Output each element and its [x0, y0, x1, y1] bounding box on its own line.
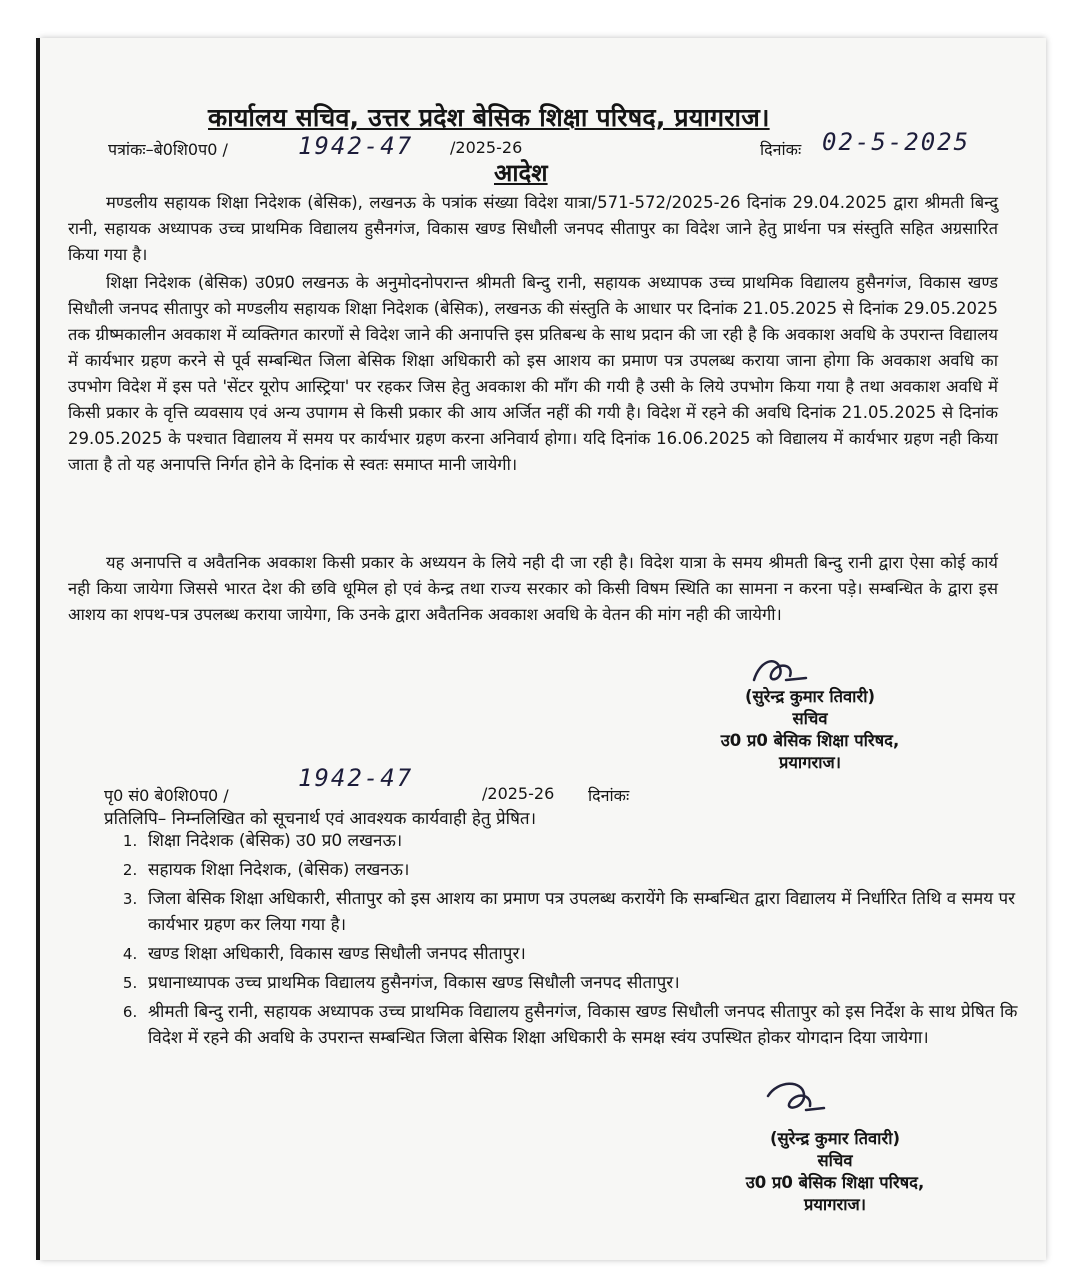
copy-to-item: 3. जिला बेसिक शिक्षा अधिकारी, सीतापुर को इस आशय का प्रमाण पत्र उपलब्ध करायेंगे कि सम्बन्धित द्वारा विद्यालय में निर्धारित तिथि व समय पर कार्यभार ग्रहण कर लिया गया है।: [142, 886, 1032, 938]
signature-mark-2: [762, 1076, 832, 1122]
copy-to-intro: प्रतिलिपि– निम्नलिखित को सूचनार्थ एवं आवश्यक कार्यवाही हेतु प्रेषित।: [104, 809, 537, 829]
letter-year: /2025-26: [450, 138, 523, 157]
handwritten-letter-number: 1942-47: [298, 132, 414, 160]
copy-to-item: 2. सहायक शिक्षा निदेशक, (बेसिक) लखनऊ।: [142, 857, 1032, 883]
order-title: आदेश: [494, 159, 548, 187]
office-heading: कार्यालय सचिव, उत्तर प्रदेश बेसिक शिक्षा परिषद, प्रयागराज।: [208, 103, 770, 132]
signatory-designation: सचिव: [792, 709, 828, 728]
date-label: दिनांकः: [760, 140, 802, 159]
signatory-block: [690, 686, 930, 774]
document-page: [40, 38, 1046, 1260]
copy-to-item: 6. श्रीमती बिन्दु रानी, सहायक अध्यापक उच्च प्राथमिक विद्यालय हुसैनगंज, विकास खण्ड सिधौली जनपद सीतापुर को इस निर्देश के साथ प्रेषित कि विदेश में रहने की अवधि के उपरान्त सम्बन्धित जिला बेसिक शिक्षा अधिकारी के समक्ष स्वंय उपस्थित होकर योगदान दिया जायेगा।: [142, 999, 1032, 1051]
signatory-city: प्रयागराज।: [778, 753, 842, 772]
copy-to-list: [104, 828, 1032, 1054]
paragraph-1: मण्डलीय सहायक शिक्षा निदेशक (बेसिक), लखनऊ के पत्रांक संख्या विदेश यात्रा/571-572/2025-26 दिनांक 29.04.2025 द्वारा श्रीमती बिन्दु रानी, सहायक अध्यापक उच्च प्राथमिक विद्यालय हुसैनगंज, विकास खण्ड सिधौली जनपद सीतापुर का विदेश जाने हेतु प्रार्थना पत्र संस्तुति सहित अग्रसारित किया गया है।: [68, 193, 998, 264]
handwritten-date: 02-5-2025: [822, 128, 971, 156]
paragraph-2: शिक्षा निदेशक (बेसिक) उ0प्र0 लखनऊ के अनुमोदनोपरान्त श्रीमती बिन्दु रानी, सहायक अध्यापक उच्च प्राथमिक विद्यालय हुसैनगंज, विकास खण्ड सिधौली जनपद सीतापुर को मण्डलीय सहायक शिक्षा निदेशक (बेसिक), लखनऊ की संस्तुति के आधार पर दिनांक 21.05.2025 से दिनांक 29.05.2025 तक ग्रीष्मकालीन अवकाश में व्यक्तिगत कारणों से विदेश जाने की अनापत्ति इस प्रतिबन्ध के साथ प्रदान की जा रही है कि अवकाश अवधि के उपरान्त विद्यालय में कार्यभार ग्रहण करने से पूर्व सम्बन्धित जिला बेसिक शिक्षा अधिकारी को इस आशय का प्रमाण पत्र उपलब्ध कराया जाना होगा कि अवकाश अवधि का उपभोग विदेश में इस पते 'सेंटर यूरोप आस्ट्रिया' पर रहकर जिस हेतु अवकाश की माँग की गयी है उसी के लिये उपभोग किया गया है तथा अवकाश अवधि में किसी प्रकार के वृत्ति व्यवसाय एवं अन्य उपागम से किसी प्रकार की आय अर्जित नहीं की गयी है। विदेश में रहने की अवधि दिनांक 21.05.2025 से दिनांक 29.05.2025 के पश्चात विद्यालय में समय पर कार्यभार ग्रहण करना अनिवार्य होगा। यदि दिनांक 16.06.2025 को विद्यालय में कार्यभार ग्रहण नही किया जाता है तो यह अनापत्ति निर्गत होने के दिनांक से स्वतः समाप्त मानी जायेगी।: [68, 273, 998, 474]
signatory-office: उ0 प्र0 बेसिक शिक्षा परिषद,: [745, 1173, 925, 1192]
letter-number-prefix: पत्रांकः–बे0शि0प0 /: [108, 140, 228, 159]
signatory-name: (सुरेन्द्र कुमार तिवारी): [744, 687, 876, 706]
signatory-designation: सचिव: [817, 1151, 853, 1170]
signatory-office: उ0 प्र0 बेसिक शिक्षा परिषद,: [720, 731, 900, 750]
signatory-city: प्रयागराज।: [803, 1195, 867, 1214]
copy-to-item: 1. शिक्षा निदेशक (बेसिक) उ0 प्र0 लखनऊ।: [142, 828, 1032, 854]
endorsement-date-label: दिनांकः: [588, 786, 630, 805]
paragraph-3: यह अनापत्ति व अवैतनिक अवकाश किसी प्रकार के अध्ययन के लिये नही दी जा रही है। विदेश यात्रा के समय श्रीमती बिन्दु रानी द्वारा ऐसा कोई कार्य नही किया जायेगा जिससे भारत देश की छवि धूमिल हो एवं केन्द्र तथा राज्य सरकार को किसी विषम स्थिति का सामना न करना पड़े। सम्बन्धित के द्वारा इस आशय का शपथ-पत्र उपलब्ध कराया जायेगा, कि उनके द्वारा अवैतनिक अवकाश अवधि के वेतन की मांग नही की जायेगी।: [68, 553, 998, 624]
copy-to-item: 4. खण्ड शिक्षा अधिकारी, विकास खण्ड सिधौली जनपद सीतापुर।: [142, 941, 1032, 967]
endorsement-prefix: पृ0 सं0 बे0शि0प0 /: [104, 786, 229, 805]
handwritten-endorsement-number: 1942-47: [298, 764, 414, 792]
copy-to-item: 5. प्रधानाध्यापक उच्च प्राथमिक विद्यालय हुसैनगंज, विकास खण्ड सिधौली जनपद सीतापुर।: [142, 970, 1032, 996]
signatory-block-2: [700, 1128, 970, 1216]
signatory-name: (सुरेन्द्र कुमार तिवारी): [769, 1129, 901, 1148]
endorsement-year: /2025-26: [482, 784, 555, 803]
